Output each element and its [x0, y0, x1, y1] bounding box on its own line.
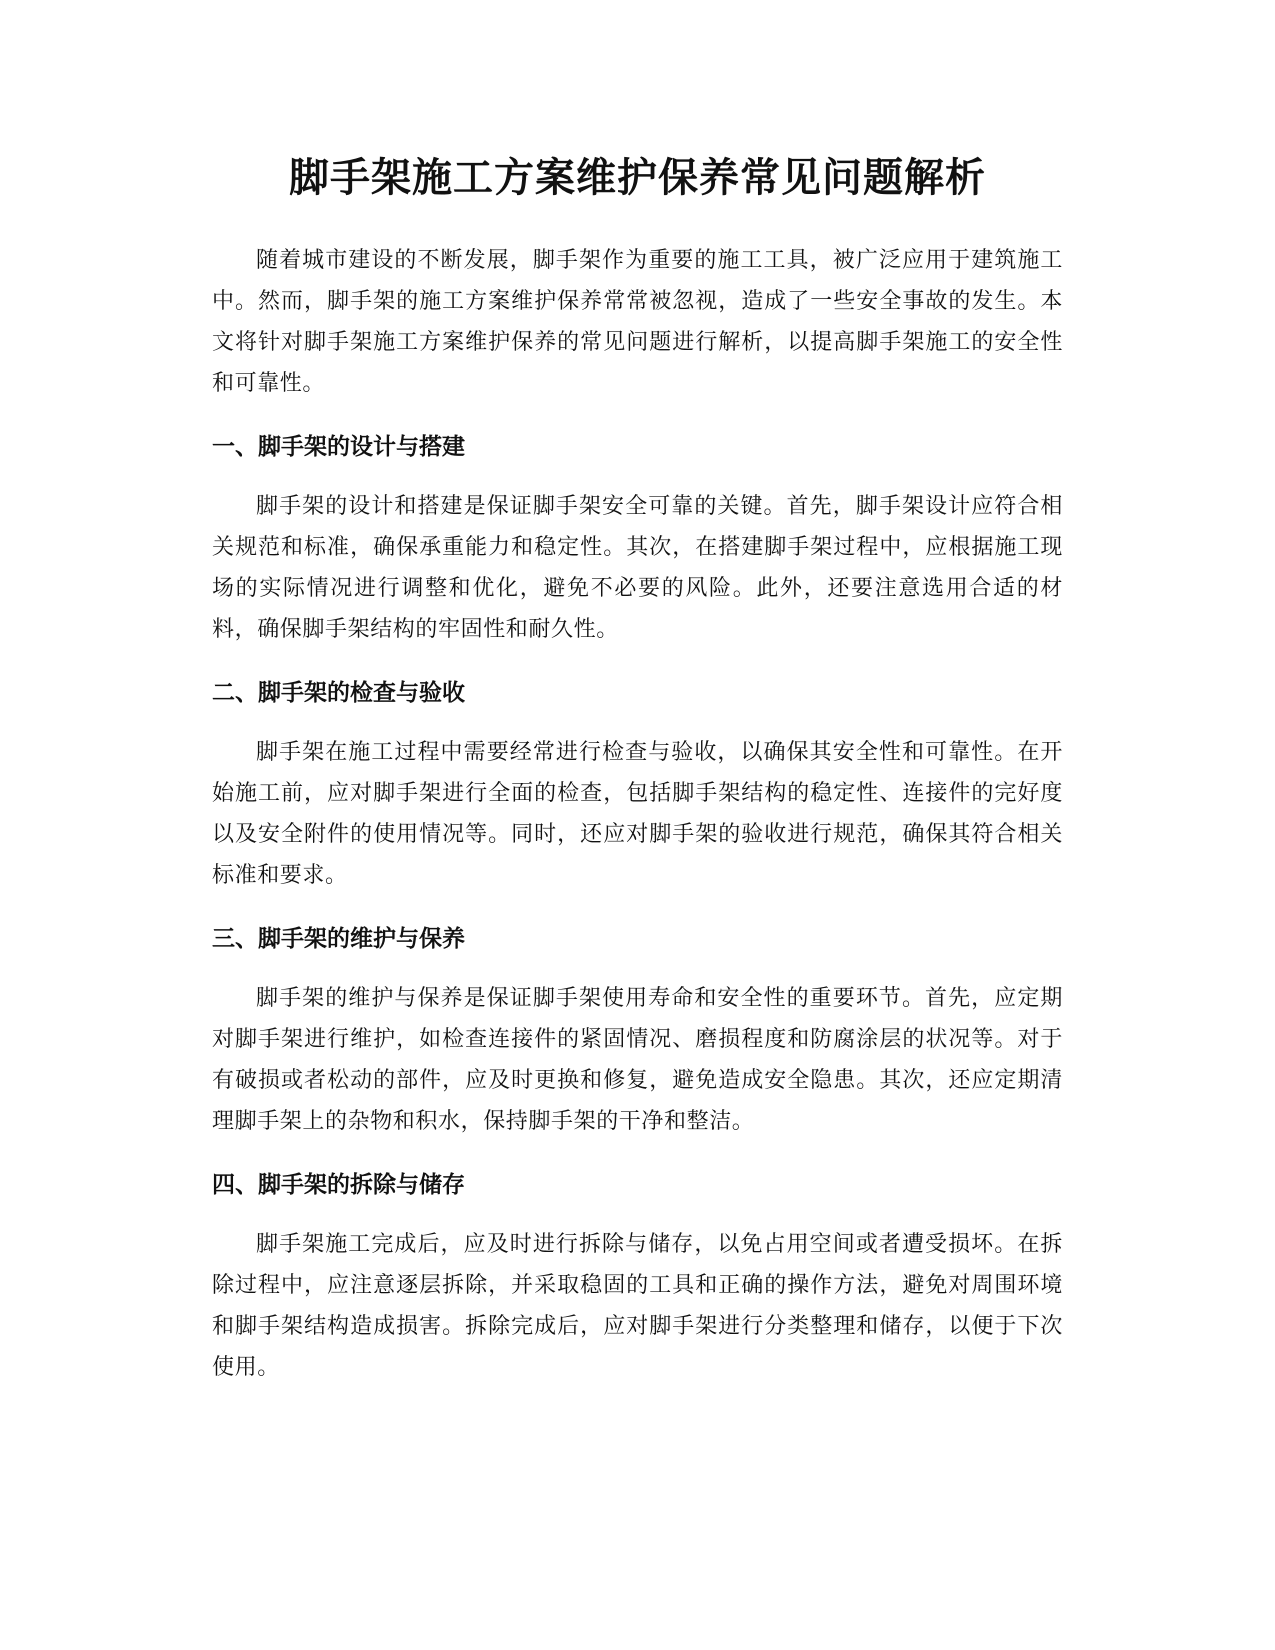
- intro-paragraph: 随着城市建设的不断发展，脚手架作为重要的施工工具，被广泛应用于建筑施工中。然而，脚手架的施工方案维护保养常常被忽视，造成了一些安全事故的发生。本文将针对脚手架施工方案维护保养的常见问题进行解析，以提高脚手架施工的安全性和可靠性。: [212, 248, 1063, 396]
- section-heading-3: 三、脚手架的维护与保养: [212, 926, 465, 952]
- section-body-3: 脚手架的维护与保养是保证脚手架使用寿命和安全性的重要环节。首先，应定期对脚手架进行维护，如检查连接件的紧固情况、磨损程度和防腐涂层的状况等。对于有破损或者松动的部件，应及时更换和修复，避免造成安全隐患。其次，还应定期清理脚手架上的杂物和积水，保持脚手架的干净和整洁。: [212, 986, 1063, 1134]
- section-heading-1: 一、脚手架的设计与搭建: [212, 434, 465, 460]
- section-body-2: 脚手架在施工过程中需要经常进行检查与验收，以确保其安全性和可靠性。在开始施工前，应对脚手架进行全面的检查，包括脚手架结构的稳定性、连接件的完好度以及安全附件的使用情况等。同时，还应对脚手架的验收进行规范，确保其符合相关标准和要求。: [212, 740, 1063, 888]
- section-body-1: 脚手架的设计和搭建是保证脚手架安全可靠的关键。首先，脚手架设计应符合相关规范和标准，确保承重能力和稳定性。其次，在搭建脚手架过程中，应根据施工现场的实际情况进行调整和优化，避免不必要的风险。此外，还要注意选用合适的材料，确保脚手架结构的牢固性和耐久性。: [212, 494, 1063, 642]
- document-title: 脚手架施工方案维护保养常见问题解析: [289, 155, 986, 201]
- section-heading-4: 四、脚手架的拆除与储存: [212, 1172, 465, 1198]
- section-body-4: 脚手架施工完成后，应及时进行拆除与储存，以免占用空间或者遭受损坏。在拆除过程中，应注意逐层拆除，并采取稳固的工具和正确的操作方法，避免对周围环境和脚手架结构造成损害。拆除完成后，应对脚手架进行分类整理和储存，以便于下次使用。: [212, 1232, 1063, 1380]
- section-heading-2: 二、脚手架的检查与验收: [212, 680, 465, 706]
